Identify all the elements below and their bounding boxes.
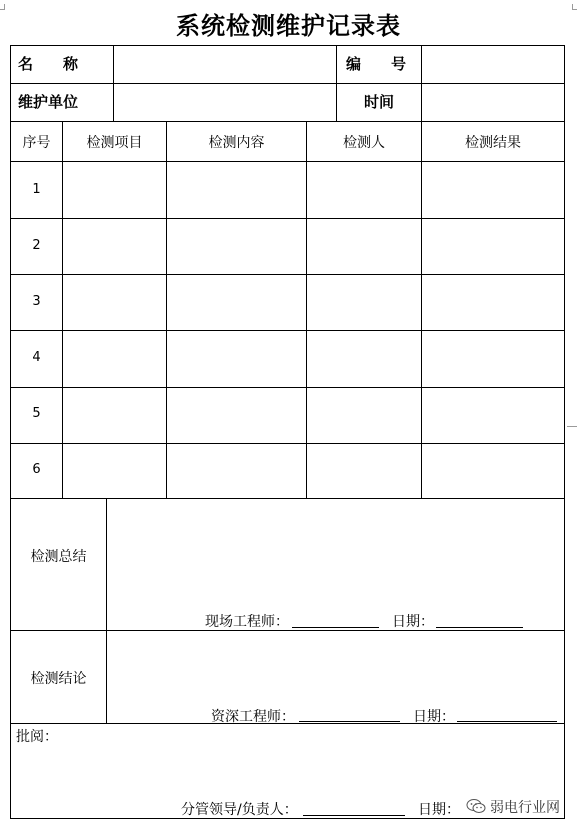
summary-label: 检测总结 — [30, 549, 87, 565]
row-content[interactable] — [170, 391, 302, 439]
row-person[interactable] — [310, 222, 417, 270]
row-number: 3 — [32, 294, 41, 309]
watermark-text: 弱电行业网 — [490, 800, 560, 816]
row-result[interactable] — [425, 447, 560, 494]
approval-date-label: 日期： — [418, 802, 460, 818]
col-header-no: 序号 — [22, 135, 51, 151]
row-result[interactable] — [425, 391, 560, 439]
col-header-person: 检测人 — [343, 135, 385, 151]
row-person[interactable] — [310, 447, 417, 494]
summary-engineer-value[interactable] — [292, 609, 378, 627]
row-result[interactable] — [425, 165, 560, 213]
row-item[interactable] — [66, 334, 162, 382]
margin-marker — [567, 426, 577, 427]
approval-label: 批阅： — [16, 729, 58, 745]
summary-date-underline — [436, 627, 523, 628]
number-value[interactable] — [426, 53, 560, 75]
number-label: 编 号 — [346, 55, 407, 73]
row-content[interactable] — [170, 447, 302, 494]
row-result[interactable] — [425, 334, 560, 382]
unit-label: 维护单位 — [18, 93, 79, 111]
approval-leader-underline — [303, 815, 405, 816]
row-content[interactable] — [170, 165, 302, 213]
row-item[interactable] — [66, 278, 162, 326]
row-item[interactable] — [66, 222, 162, 270]
row-item[interactable] — [66, 165, 162, 213]
row-content[interactable] — [170, 334, 302, 382]
row-number: 5 — [32, 406, 41, 421]
conclusion-engineer-label: 资深工程师： — [211, 709, 295, 725]
conclusion-label: 检测结论 — [30, 671, 87, 687]
summary-engineer-label: 现场工程师： — [205, 614, 289, 630]
conclusion-engineer-underline — [299, 721, 400, 722]
row-content[interactable] — [170, 222, 302, 270]
row-number: 2 — [32, 238, 41, 253]
time-label: 时间 — [363, 93, 394, 111]
row-person[interactable] — [310, 334, 417, 382]
conclusion-date-label: 日期： — [413, 709, 455, 725]
col-header-result: 检测结果 — [465, 135, 521, 151]
conclusion-date-value[interactable] — [457, 704, 557, 722]
row-person[interactable] — [310, 278, 417, 326]
summary-date-value[interactable] — [436, 609, 522, 627]
row-result[interactable] — [425, 222, 560, 270]
col-header-content: 检测内容 — [208, 135, 265, 151]
row-item[interactable] — [66, 391, 162, 439]
unit-value[interactable] — [118, 91, 332, 113]
summary-engineer-underline — [292, 627, 379, 628]
conclusion-engineer-value[interactable] — [299, 704, 399, 722]
row-number: 1 — [32, 182, 41, 197]
row-result[interactable] — [425, 278, 560, 326]
row-person[interactable] — [310, 165, 417, 213]
row-content[interactable] — [170, 278, 302, 326]
name-value[interactable] — [118, 53, 332, 75]
col-header-item: 检测项目 — [86, 135, 143, 151]
wechat-icon — [466, 798, 486, 814]
approval-leader-value[interactable] — [303, 797, 403, 815]
time-value[interactable] — [426, 91, 560, 113]
approval-leader-label: 分管领导/负责人： — [181, 802, 298, 818]
row-item[interactable] — [66, 447, 162, 494]
row-number: 4 — [32, 350, 41, 365]
page-title: 系统检测维护记录表 — [176, 11, 401, 40]
conclusion-date-underline — [457, 721, 557, 722]
name-label: 名 称 — [18, 55, 79, 73]
row-person[interactable] — [310, 391, 417, 439]
row-number: 6 — [32, 462, 41, 477]
summary-date-label: 日期： — [392, 614, 434, 630]
